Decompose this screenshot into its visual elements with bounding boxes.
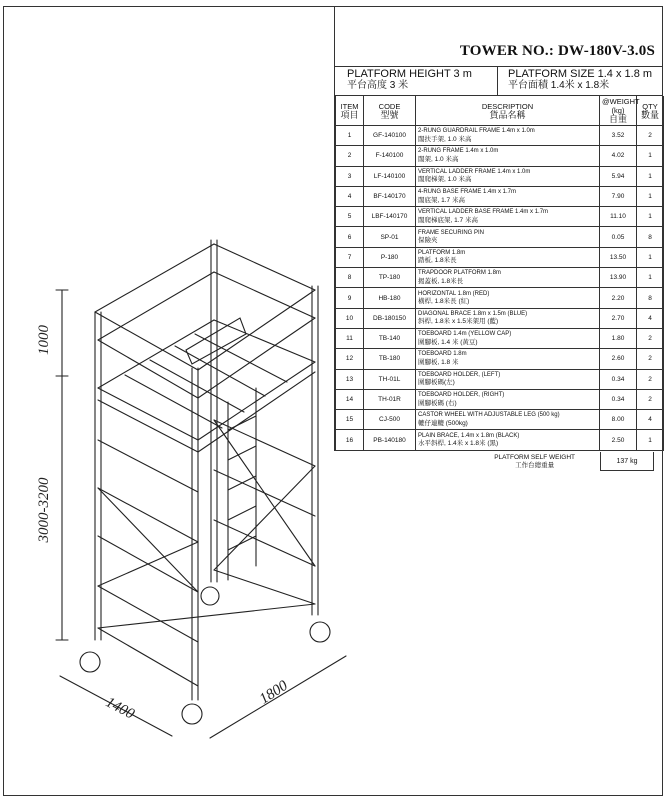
cell-item: 4 [336,186,364,206]
description-en: PLATFORM 1.8m [418,249,466,256]
tower-model: DW-180V-3.0S [558,43,655,59]
cell-weight: 0.05 [600,227,637,247]
cell-qty: 1 [637,186,664,206]
cell-description [416,389,600,409]
description-zh: 轆仔連轆 (500kg) [418,419,468,427]
platform-height-cell [335,67,498,95]
platform-size-zh: 平台面積 1.4米 x 1.8米 [508,80,610,91]
platform-height-zh: 平台高度 3 米 [347,80,409,91]
cell-qty: 2 [637,349,664,369]
spec-panel [334,6,663,451]
cell-description [416,430,600,450]
cell-item: 12 [336,349,364,369]
dim-top-label: 1000 [36,325,52,355]
cell-qty: 1 [637,166,664,186]
cell-weight: 2.70 [600,308,637,328]
cell-qty: 8 [637,227,664,247]
cell-description [416,328,600,348]
cell-item: 6 [336,227,364,247]
table-row [336,389,664,409]
table-row [336,369,664,389]
cell-code: TH-01R [364,389,416,409]
cell-item: 1 [336,126,364,146]
description-zh: 圍腳板, 1.8 米 [418,358,459,366]
cell-description [416,268,600,288]
dim-width-label: 1400 [102,694,137,723]
cell-qty: 1 [637,207,664,227]
cell-weight: 2.60 [600,349,637,369]
cell-qty: 1 [637,247,664,267]
platform-size-en: PLATFORM SIZE 1.4 x 1.8 m [508,68,653,80]
parts-table-header [336,96,664,126]
description-zh: 橫桿, 1.8米長 (紅) [418,298,470,306]
cell-weight: 11.10 [600,207,637,227]
description-zh: 闊底架, 1.7 米高 [418,196,465,204]
cell-weight: 8.00 [600,410,637,430]
table-row [336,227,664,247]
cell-item: 2 [336,146,364,166]
cell-code: P-180 [364,247,416,267]
description-zh: 保險夾 [418,237,438,245]
description-en: TOEBOARD HOLDER, (RIGHT) [418,392,505,398]
cell-weight: 3.52 [600,126,637,146]
self-weight-row [334,452,663,472]
cell-item: 16 [336,430,364,450]
table-row [336,349,664,369]
description-zh: 圍腳板碼 (右) [418,399,457,407]
description-zh: 闊扶手架, 1.0 米高 [418,135,472,143]
header-qty: QTY 數量 [637,96,664,126]
tower-title [460,43,655,60]
self-weight-label: PLATFORM SELF WEIGHT 工作台總重量 [494,454,575,469]
description-en: DIAGONAL BRACE 1.8m x 1.5m (BLUE) [418,310,528,317]
description-en: TOEBOARD HOLDER, (LEFT) [418,371,501,378]
cell-weight: 5.94 [600,166,637,186]
cell-qty: 2 [637,389,664,409]
cell-weight: 1.80 [600,328,637,348]
cell-item: 14 [336,389,364,409]
cell-qty: 2 [637,328,664,348]
description-en: TOEBOARD 1.4m (YELLOW CAP) [418,331,512,338]
header-item: ITEM 項目 [336,96,364,126]
description-en: VERTICAL LADDER BASE FRAME 1.4m x 1.7m [418,209,549,216]
cell-qty: 4 [637,308,664,328]
header-weight: @WEIGHT (kg) 自重 [600,96,637,126]
cell-weight: 13.50 [600,247,637,267]
cell-item: 7 [336,247,364,267]
dim-main-label: 3000-3200 [36,477,52,543]
description-en: 4-RUNG BASE FRAME 1.4m x 1.7m [418,189,517,196]
cell-weight: 4.02 [600,146,637,166]
table-row [336,146,664,166]
cell-qty: 1 [637,146,664,166]
description-zh: 闊爬梯架, 1.0 米高 [418,176,472,184]
table-row [336,186,664,206]
table-row [336,126,664,146]
cell-weight: 0.34 [600,389,637,409]
cell-code: LF-140100 [364,166,416,186]
description-en: PLAIN BRACE, 1.4m x 1.8m (BLACK) [418,432,520,439]
parts-table [335,96,664,451]
description-zh: 斜桿, 1.8米 x 1.5米架用 (藍) [418,318,499,326]
cell-description [416,166,600,186]
description-zh: 踏板, 1.8米長 [418,257,457,265]
description-zh: 闊架, 1.0 米高 [418,155,459,163]
platform-size-cell [498,67,663,95]
tower-label: TOWER NO.: [459,43,555,59]
cell-qty: 4 [637,410,664,430]
table-row [336,410,664,430]
cell-item: 3 [336,166,364,186]
cell-item: 15 [336,410,364,430]
cell-weight: 7.90 [600,186,637,206]
cell-qty: 8 [637,288,664,308]
table-row [336,207,664,227]
description-en: TRAPDOOR PLATFORM 1.8m [418,270,501,277]
cell-code: CJ-500 [364,410,416,430]
cell-code: TP-180 [364,268,416,288]
description-en: 2-RUNG GUARDRAIL FRAME 1.4m x 1.0m [418,128,535,135]
description-zh: 揭蓋板, 1.8米長 [418,277,464,285]
cell-code: GF-140100 [364,126,416,146]
dim-depth-label: 1800 [256,677,291,708]
description-en: 2-RUNG FRAME 1.4m x 1.0m [418,148,499,155]
cell-item: 8 [336,268,364,288]
cell-description [416,410,600,430]
cell-code: TH-01L [364,369,416,389]
cell-description [416,227,600,247]
description-zh: 水平斜桿, 1.4米 x 1.8米 (黑) [418,440,499,448]
description-en: TOEBOARD 1.8m [418,351,467,358]
cell-item: 10 [336,308,364,328]
cell-code: TB-180 [364,349,416,369]
description-en: HORIZONTAL 1.8m (RED) [418,290,490,297]
table-row [336,308,664,328]
table-row [336,268,664,288]
cell-code: SP-01 [364,227,416,247]
cell-description [416,126,600,146]
cell-description [416,288,600,308]
cell-qty: 1 [637,430,664,450]
cell-code: HB-180 [364,288,416,308]
description-en: CASTOR WHEEL WITH ADJUSTABLE LEG (500 kg) [418,412,560,419]
cell-code: F-140100 [364,146,416,166]
cell-weight: 13.90 [600,268,637,288]
cell-description [416,207,600,227]
tower-header [335,6,663,67]
cell-item: 9 [336,288,364,308]
description-zh: 圍腳板, 1.4 米 (黃豆) [418,338,478,346]
table-row [336,328,664,348]
description-zh: 闊爬梯底架, 1.7 米高 [418,216,478,224]
cell-item: 5 [336,207,364,227]
header-description: DESCRIPTION 貨品名稱 [416,96,600,126]
cell-qty: 2 [637,369,664,389]
description-zh: 圍腳板碼(左) [418,379,455,387]
cell-description [416,146,600,166]
cell-code: LBF-140170 [364,207,416,227]
header-code: CODE 型號 [364,96,416,126]
cell-description [416,308,600,328]
cell-code: DB-180150 [364,308,416,328]
platform-height-en: PLATFORM HEIGHT 3 m [347,68,472,80]
table-row [336,288,664,308]
cell-description [416,247,600,267]
cell-weight: 0.34 [600,369,637,389]
description-en: VERTICAL LADDER FRAME 1.4m x 1.0m [418,168,531,175]
platform-info-row [335,67,663,96]
cell-item: 11 [336,328,364,348]
cell-code: PB-140180 [364,430,416,450]
cell-item: 13 [336,369,364,389]
description-en: FRAME SECURING PIN [418,229,485,236]
cell-weight: 2.20 [600,288,637,308]
cell-code: BF-140170 [364,186,416,206]
cell-weight: 2.50 [600,430,637,450]
table-row [336,430,664,450]
cell-description [416,369,600,389]
self-weight-value: 137 kg [600,452,654,471]
cell-code: TB-140 [364,328,416,348]
table-row [336,247,664,267]
cell-description [416,349,600,369]
table-row [336,166,664,186]
cell-description [416,186,600,206]
cell-qty: 1 [637,268,664,288]
cell-qty: 2 [637,126,664,146]
